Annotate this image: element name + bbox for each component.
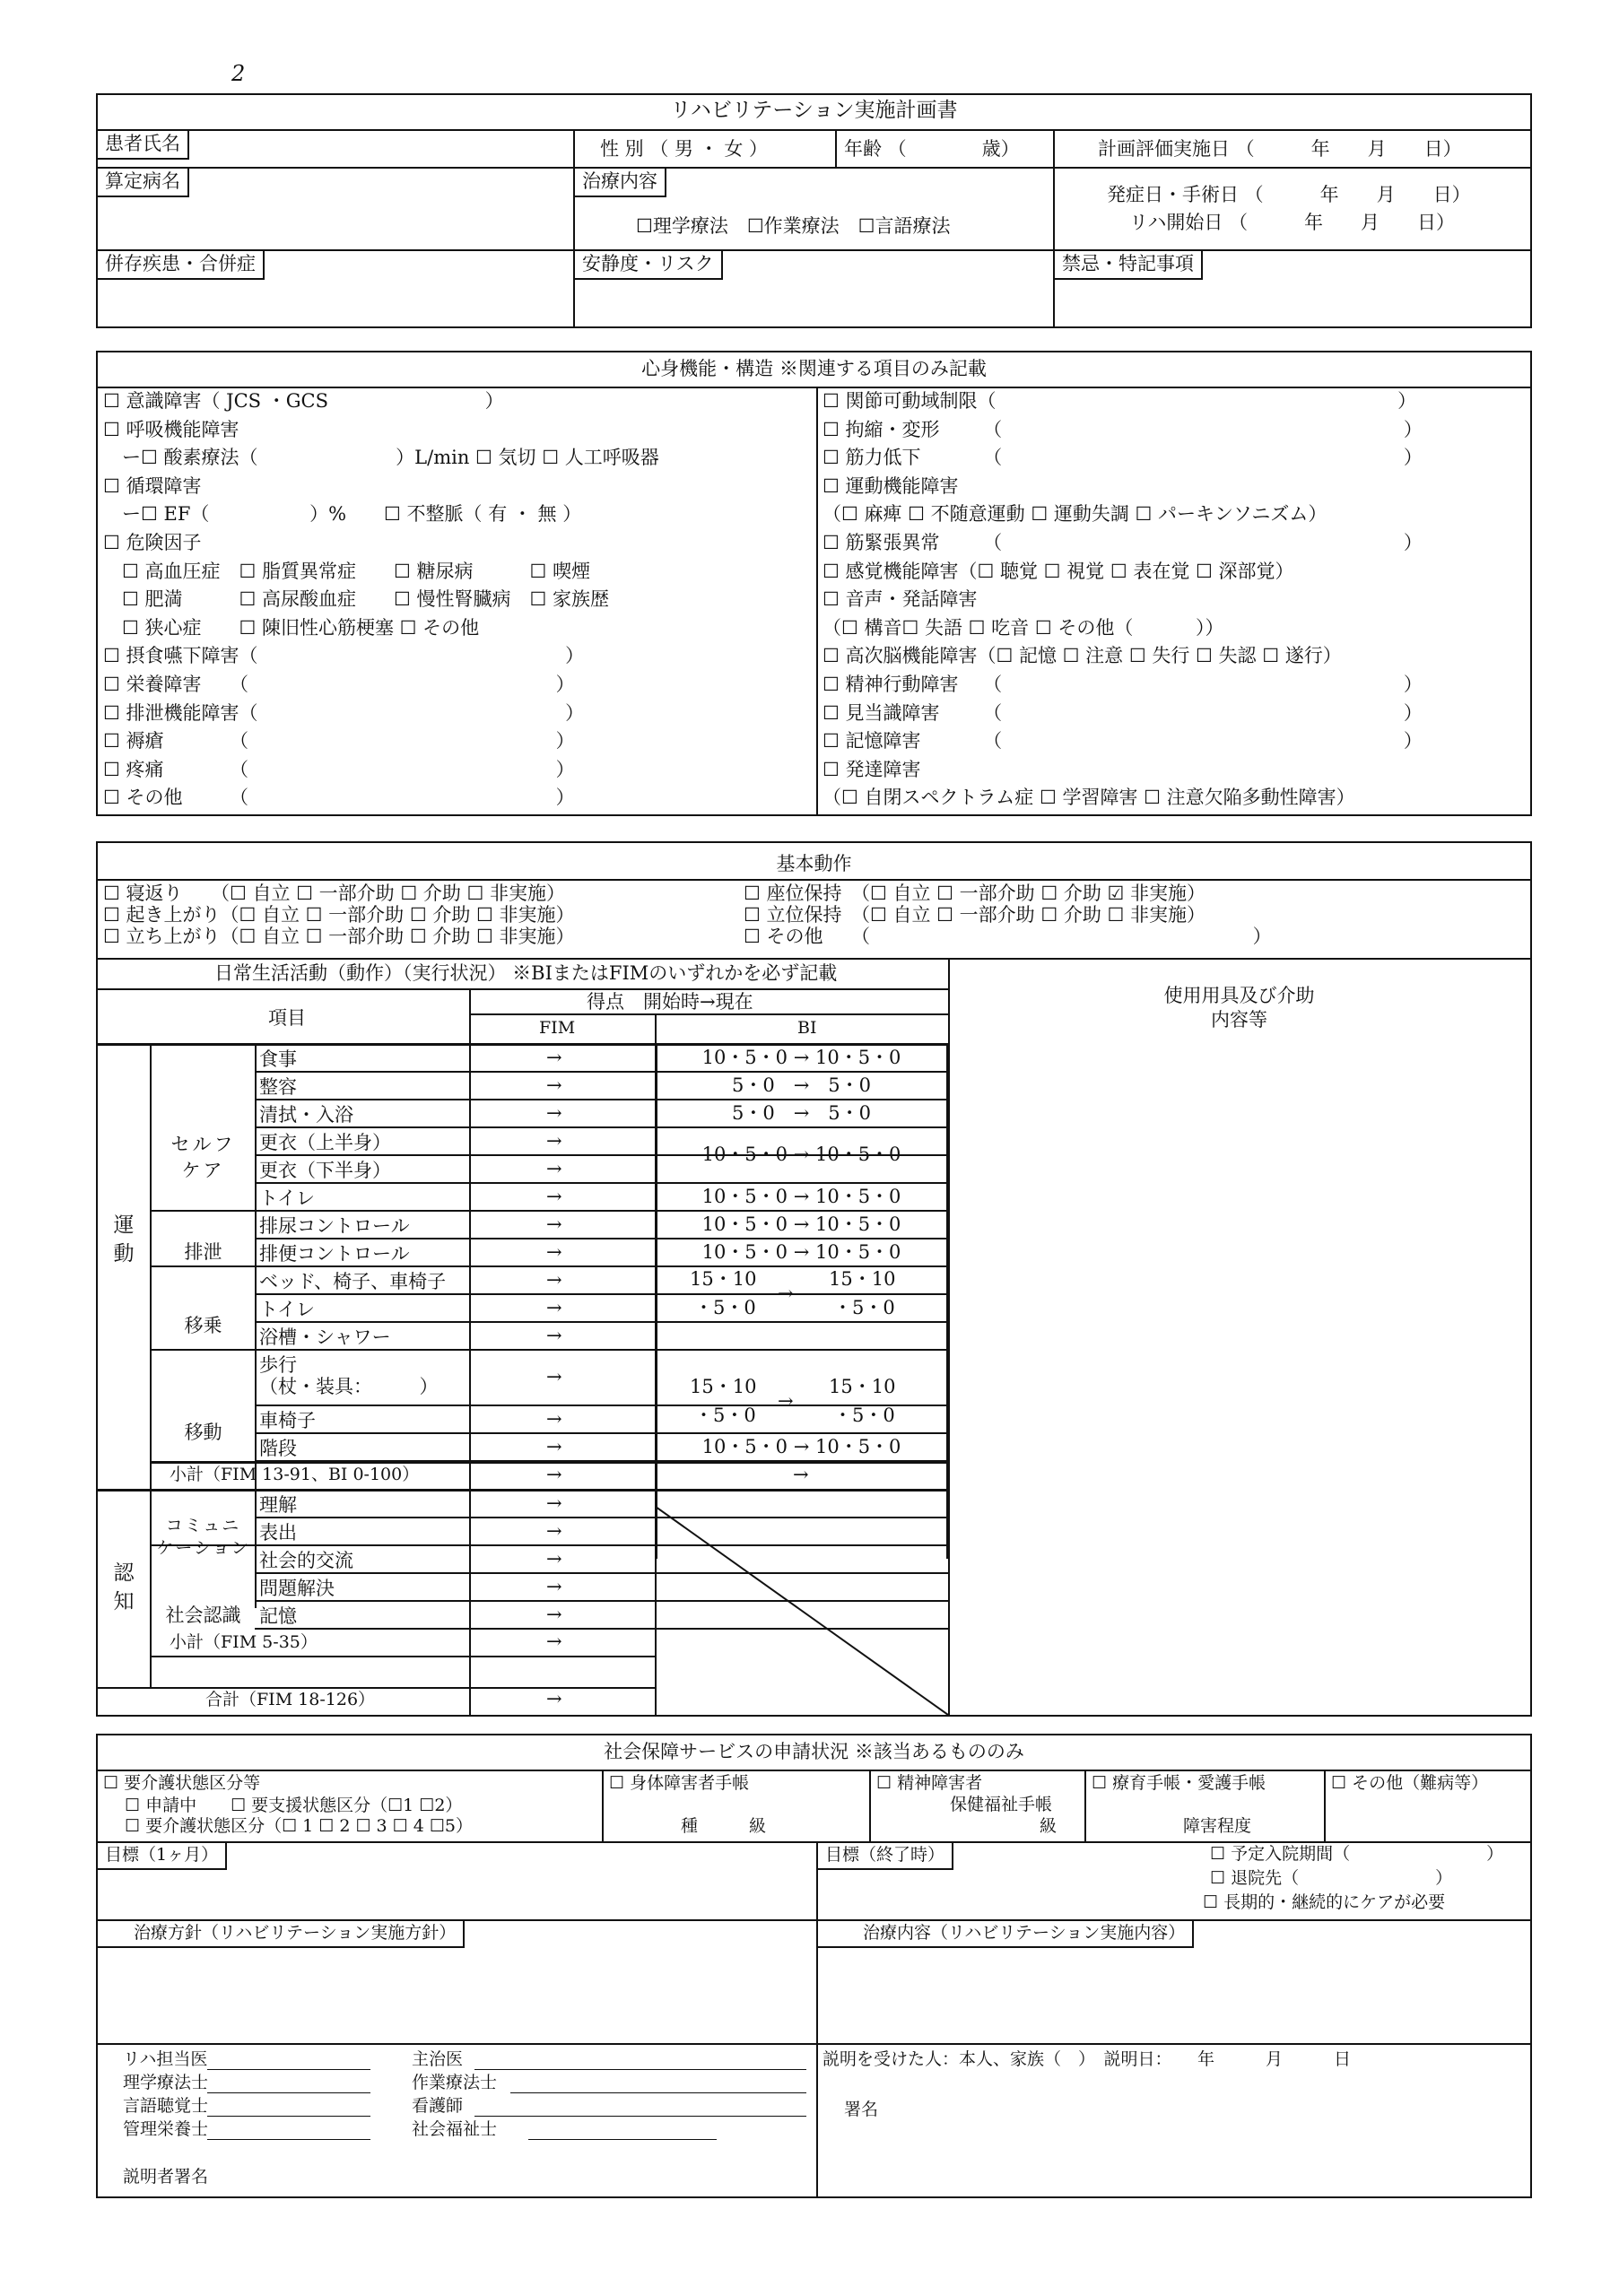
fim-arrow[interactable]: → xyxy=(546,1101,562,1124)
disability-grade: 種 級 xyxy=(681,1816,767,1836)
row-line xyxy=(255,1321,948,1323)
nurse-label: 看護師 xyxy=(412,2096,464,2116)
fim-arrow[interactable]: → xyxy=(546,1129,562,1152)
cog-subtotal-label: 小計（FIM 5-35） xyxy=(170,1632,318,1652)
goal-end-label: 目標（終了時） xyxy=(818,1843,953,1870)
motor-subtotal-bi[interactable]: → xyxy=(793,1464,809,1485)
row-line xyxy=(255,1238,948,1239)
bi-score[interactable]: 15・10 xyxy=(829,1268,896,1290)
rehab-book-checkbox[interactable]: ☐ 療育手帳・愛護手帳 xyxy=(1092,1773,1266,1793)
disability-book-checkbox[interactable]: ☐ 身体障害者手帳 xyxy=(609,1773,750,1793)
transfer-label: 移乗 xyxy=(184,1315,222,1336)
page-mark: 2 xyxy=(231,61,246,86)
policy-label: 治療方針（リハビリテーション実施方針） xyxy=(98,1921,465,1948)
social-worker-label: 社会福祉士 xyxy=(412,2119,498,2139)
adl-item-label: 清拭・入浴 xyxy=(259,1104,353,1126)
content-label: 治療内容（リハビリテーション実施内容） xyxy=(818,1921,1194,1948)
fim-arrow[interactable]: → xyxy=(546,1046,562,1068)
basic-motion-left-item[interactable]: ☐ 立ち上がり（☐ 自立 ☐ 一部介助 ☐ 介助 ☐ 非実施） xyxy=(103,926,575,947)
body-function-right-item[interactable]: ☐ 精神行動障害 （ ） xyxy=(823,674,1423,695)
care-grade-checkbox[interactable]: ☐ 要介護状態区分（☐ 1 ☐ 2 ☐ 3 ☐ 4 ☐5） xyxy=(125,1816,473,1836)
bi-score[interactable]: 15・10 xyxy=(829,1376,896,1397)
item-header: 項目 xyxy=(268,1007,306,1029)
adl-item-label: 更衣（上半身） xyxy=(259,1132,391,1153)
fim-arrow[interactable]: → xyxy=(546,1296,562,1318)
body-function-right-item[interactable]: ☐ 感覚機能障害（☐ 聴覚 ☐ 視覚 ☐ 表在覚 ☐ 深部覚） xyxy=(823,560,1294,582)
adl-item-label: 問題解決 xyxy=(259,1578,335,1599)
bi-arrow: → xyxy=(778,1390,794,1412)
basic-motion-title: 基本動作 xyxy=(776,853,852,874)
ot-label: 作業療法士 xyxy=(412,2073,498,2092)
tools-header-1: 使用用具及び介助 xyxy=(1163,985,1315,1006)
bi-score[interactable]: 10・5・0 → 10・5・0 xyxy=(701,1436,901,1457)
body-function-left-item[interactable]: ☐ 狭心症 ☐ 陳旧性心筋梗塞 ☐ その他 xyxy=(103,616,480,639)
group-line xyxy=(150,1210,896,1212)
adl-item-label: 浴槽・シャワー xyxy=(259,1326,391,1348)
body-function-right-item[interactable]: ☐ 拘縮・変形 （ ） xyxy=(823,418,1423,440)
other-cert-checkbox[interactable]: ☐ その他（難病等） xyxy=(1331,1773,1489,1793)
basic-motion-left-item[interactable]: ☐ 寝返り （☐ 自立 ☐ 一部介助 ☐ 介助 ☐ 非実施） xyxy=(103,883,566,904)
long-term-care-checkbox[interactable]: ☐ 長期的・継続的にケアが必要 xyxy=(1203,1892,1446,1912)
plan-header-section xyxy=(96,93,1532,328)
goal-1month-label: 目標（1ヶ月） xyxy=(98,1843,227,1870)
bi-score[interactable]: ・5・0 xyxy=(694,1405,756,1426)
bi-score[interactable]: 15・10 xyxy=(690,1376,757,1397)
fim-header: FIM xyxy=(539,1018,576,1038)
main-doctor-label: 主治医 xyxy=(412,2049,464,2069)
mental-disability-checkbox[interactable]: ☐ 精神障害者 xyxy=(876,1773,983,1793)
rest-risk-label: 安静度・リスク xyxy=(575,251,723,280)
fim-arrow[interactable]: → xyxy=(546,1519,562,1542)
rehab-doctor-label: リハ担当医 xyxy=(123,2049,208,2069)
adl-item-label: 排尿コントロール xyxy=(259,1215,410,1237)
body-function-right-item[interactable]: ☐ 見当識障害 （ ） xyxy=(823,701,1423,724)
body-function-right-item[interactable]: ☐ 筋緊張異常 （ ） xyxy=(823,532,1423,553)
bi-score[interactable]: 10・5・0 → 10・5・0 xyxy=(701,1047,901,1068)
pt-label: 理学療法士 xyxy=(123,2073,209,2092)
adl-item-label: 食事 xyxy=(259,1048,297,1070)
basic-adl-section xyxy=(96,841,1532,1717)
body-function-left-item[interactable]: ー☐ EF（ ）% ☐ 不整脈（ 有 ・ 無 ） xyxy=(103,503,582,526)
body-function-left-item[interactable]: ー☐ 酸素療法（ ）L/min ☐ 気切 ☐ 人工呼吸器 xyxy=(103,447,659,469)
adl-item-label: 記憶 xyxy=(259,1605,297,1627)
body-function-left-item[interactable]: ☐ 危険因子 xyxy=(103,532,202,553)
motor-subtotal-fim[interactable]: → xyxy=(546,1464,562,1485)
adl-item-label: トイレ xyxy=(259,1187,315,1209)
body-function-left-item[interactable]: ☐ その他 （ ） xyxy=(103,787,575,809)
sex-field[interactable]: 性 別 （ 男 ・ 女 ） xyxy=(600,138,769,160)
body-function-title: 心身機能・構造 ※関連する項目のみ記載 xyxy=(641,358,987,379)
row-line xyxy=(255,1432,948,1434)
body-function-left-item[interactable]: ☐ 摂食嚥下障害（ ） xyxy=(103,645,585,667)
treatment-label: 治療内容 xyxy=(575,169,666,197)
explainer-signature-label: 説明者署名 xyxy=(123,2167,209,2187)
body-function-right-item[interactable]: ☐ 運動機能障害 xyxy=(823,474,959,497)
mental-grade: 級 xyxy=(1040,1816,1058,1836)
bi-score[interactable]: ・5・0 xyxy=(694,1297,756,1318)
onset-date-field[interactable]: 発症日・手術日 （ 年 月 日） xyxy=(1107,184,1471,205)
adl-item-label: 社会的交流 xyxy=(259,1550,353,1571)
comorbid-label: 併存疾患・合併症 xyxy=(98,251,265,280)
fim-arrow[interactable]: → xyxy=(546,1435,562,1457)
fim-arrow[interactable]: → xyxy=(546,1603,562,1625)
fim-arrow[interactable]: → xyxy=(546,1185,562,1207)
explanation-received-field[interactable]: 説明を受けた人：本人、家族（ ） 説明日： 年 月 日 xyxy=(823,2049,1352,2069)
body-function-right-item[interactable]: ☐ 記憶障害 （ ） xyxy=(823,730,1423,752)
adl-item-label: 理解 xyxy=(259,1494,297,1516)
row-line xyxy=(255,1099,948,1100)
rehab-start-date-field[interactable]: リハ開始日 （ 年 月 日） xyxy=(1129,212,1456,233)
body-function-right-item[interactable]: （☐ 自閉スペクトラム症 ☐ 学習障害 ☐ 注意欠陥多動性障害） xyxy=(823,787,1355,809)
body-function-left-item[interactable]: ☐ 呼吸機能障害 xyxy=(103,418,239,440)
cog-subtotal-fim[interactable]: → xyxy=(546,1631,562,1652)
fim-arrow[interactable]: → xyxy=(546,1575,562,1597)
fim-arrow[interactable]: → xyxy=(546,1324,562,1346)
social-label: 社会認識 xyxy=(165,1605,241,1626)
mental-book-label: 保健福祉手帳 xyxy=(950,1795,1053,1814)
body-function-right-item[interactable]: ☐ 発達障害 xyxy=(823,758,921,780)
applying-checkbox[interactable]: ☐ 申請中 ☐ 要支援状態区分（☐1 ☐2） xyxy=(125,1796,463,1815)
mobility-label: 移動 xyxy=(184,1422,222,1443)
social-service-title: 社会保障サービスの申請状況 ※該当あるもののみ xyxy=(604,1741,1024,1762)
motor-end-line xyxy=(98,1489,948,1492)
excretion-label: 排泄 xyxy=(184,1241,222,1263)
fim-arrow[interactable]: → xyxy=(546,1240,562,1263)
planned-stay-checkbox[interactable]: ☐ 予定入院期間（ ） xyxy=(1210,1844,1504,1864)
fim-arrow[interactable]: → xyxy=(546,1074,562,1096)
group-line xyxy=(150,1265,896,1267)
total-fim[interactable]: → xyxy=(546,1688,562,1709)
fim-arrow[interactable]: → xyxy=(546,1492,562,1514)
bi-arrow: → xyxy=(778,1283,794,1304)
fim-arrow[interactable]: → xyxy=(546,1366,562,1387)
basic-motion-right-item[interactable]: ☐ その他 （ ） xyxy=(744,926,1272,947)
fim-arrow[interactable]: → xyxy=(546,1547,562,1570)
cog-subtotal-line xyxy=(150,1656,655,1657)
fim-arrow[interactable]: → xyxy=(546,1407,562,1430)
basic-motion-left-item[interactable]: ☐ 起き上がり（☐ 自立 ☐ 一部介助 ☐ 介助 ☐ 非実施） xyxy=(103,904,575,926)
fim-arrow[interactable]: → xyxy=(546,1157,562,1179)
disease-label: 算定病名 xyxy=(98,169,189,197)
dietitian-label: 管理栄養士 xyxy=(123,2119,209,2139)
age-field[interactable]: 年齢 （ 歳） xyxy=(844,138,1020,160)
plan-title: リハビリテーション実施計画書 xyxy=(670,99,958,122)
bi-score[interactable]: 10・5・0 → 10・5・0 xyxy=(701,1241,901,1263)
body-function-left-item[interactable]: ☐ 褥瘡 （ ） xyxy=(103,730,575,752)
motor-subtotal-label: 小計（FIM 13-91、BI 0-100） xyxy=(170,1465,420,1484)
bi-score[interactable]: ・5・0 xyxy=(833,1405,895,1426)
bi-score[interactable]: 10・5・0 → 10・5・0 xyxy=(701,1186,901,1207)
fim-arrow[interactable]: → xyxy=(546,1268,562,1291)
adl-item-label: 階段 xyxy=(259,1438,297,1459)
bi-score[interactable]: 10・5・0 → 10・5・0 xyxy=(701,1213,901,1235)
bi-cognitive-diagonal xyxy=(656,1507,948,1715)
total-label: 合計（FIM 18-126） xyxy=(205,1690,376,1709)
adl-item-label: 歩行 （杖・装具： ） xyxy=(259,1354,439,1398)
adl-title: 日常生活活動（動作）（実行状況） ※BIまたはFIMのいずれかを必ず記載 xyxy=(214,962,838,984)
basic-motion-right-item[interactable]: ☐ 立位保持 （☐ 自立 ☐ 一部介助 ☐ 介助 ☐ 非実施） xyxy=(744,904,1206,926)
body-function-left-item[interactable]: ☐ 疼痛 （ ） xyxy=(103,758,575,780)
discharge-checkbox[interactable]: ☐ 退院先（ ） xyxy=(1210,1868,1453,1888)
bi-score[interactable]: 5・0 → 5・0 xyxy=(731,1102,872,1124)
body-function-left-item[interactable]: ☐ 排泄機能障害（ ） xyxy=(103,701,585,724)
adl-item-label: 排便コントロール xyxy=(259,1243,410,1265)
adl-item-label: 表出 xyxy=(259,1522,297,1544)
social-service-section xyxy=(96,1734,1532,2198)
st-label: 言語聴覚士 xyxy=(123,2096,209,2116)
bi-score[interactable]: 10・5・0 → 10・5・0 xyxy=(701,1144,901,1165)
cognitive-label: 認 知 xyxy=(113,1561,135,1614)
body-function-left-item[interactable]: ☐ 意識障害（ JCS ・GCS ） xyxy=(103,390,504,412)
body-function-right-item[interactable]: （☐ 麻痺 ☐ 不随意運動 ☐ 運動失調 ☐ パーキンソニズム） xyxy=(823,503,1327,526)
body-function-right-item[interactable]: ☐ 高次脳機能障害（☐ 記憶 ☐ 注意 ☐ 失行 ☐ 失認 ☐ 遂行） xyxy=(823,645,1342,667)
self-care-label: セルフ ケア xyxy=(170,1134,236,1182)
body-function-left-item[interactable]: ☐ 栄養障害 （ ） xyxy=(103,674,575,695)
body-function-left-item[interactable]: ☐ 肥満 ☐ 高尿酸血症 ☐ 慢性腎臓病 ☐ 家族歴 xyxy=(103,588,610,611)
tools-header-2: 内容等 xyxy=(1211,1009,1267,1031)
row-line xyxy=(255,1126,948,1128)
body-function-right-item[interactable]: ☐ 筋力低下 （ ） xyxy=(823,447,1423,469)
bi-score[interactable]: ・5・0 xyxy=(833,1297,895,1318)
adl-item-label: 整容 xyxy=(259,1076,297,1098)
body-function-left-item[interactable]: ☐ 循環障害 xyxy=(103,474,202,497)
adl-item-label: 更衣（下半身） xyxy=(259,1160,391,1181)
therapy-checkboxes[interactable]: ☐理学療法 ☐作業療法 ☐言語療法 xyxy=(636,215,951,237)
bi-header: BI xyxy=(797,1018,817,1038)
motor-label: 運 動 xyxy=(113,1213,135,1266)
adl-item-label: 車椅子 xyxy=(259,1410,316,1431)
body-function-right-item[interactable]: ☐ 音声・発話障害 xyxy=(823,588,978,611)
communication-label: コミュニ ケーション xyxy=(156,1516,250,1558)
body-function-right-item[interactable]: （☐ 構音☐ 失語 ☐ 吃音 ☐ その他（ ）） xyxy=(823,616,1224,639)
patient-name-label: 患者氏名 xyxy=(98,131,189,160)
adl-item-label: ベッド、椅子、車椅子 xyxy=(259,1271,447,1292)
tools-header xyxy=(948,984,1530,1033)
row-line xyxy=(255,1071,948,1073)
care-level-checkbox[interactable]: ☐ 要介護状態区分等 xyxy=(103,1773,261,1793)
row-line xyxy=(255,1182,948,1184)
body-function-section xyxy=(96,351,1532,816)
body-function-left-item[interactable]: ☐ 高血圧症 ☐ 脂質異常症 ☐ 糖尿病 ☐ 喫煙 xyxy=(103,560,591,582)
bi-score[interactable]: 5・0 → 5・0 xyxy=(731,1074,872,1096)
bi-score[interactable]: 15・10 xyxy=(690,1268,757,1290)
basic-motion-right-item[interactable]: ☐ 座位保持 （☐ 自立 ☐ 一部介助 ☐ 介助 ☑ 非実施） xyxy=(744,883,1206,904)
row-line xyxy=(255,1293,948,1295)
eval-date-field[interactable]: 計画評価実施日 （ 年 月 日） xyxy=(1098,138,1462,160)
total-line xyxy=(98,1687,655,1689)
fim-arrow[interactable]: → xyxy=(546,1213,562,1235)
group-line xyxy=(150,1349,896,1351)
signature-label: 署名 xyxy=(844,2100,879,2119)
score-header: 得点 開始時→現在 xyxy=(587,991,753,1013)
body-function-right-item[interactable]: ☐ 関節可動域制限（ ） xyxy=(823,390,1417,412)
rehab-grade: 障害程度 xyxy=(1183,1816,1252,1836)
contraindication-label: 禁忌・特記事項 xyxy=(1055,251,1203,280)
adl-item-label: トイレ xyxy=(259,1299,315,1320)
